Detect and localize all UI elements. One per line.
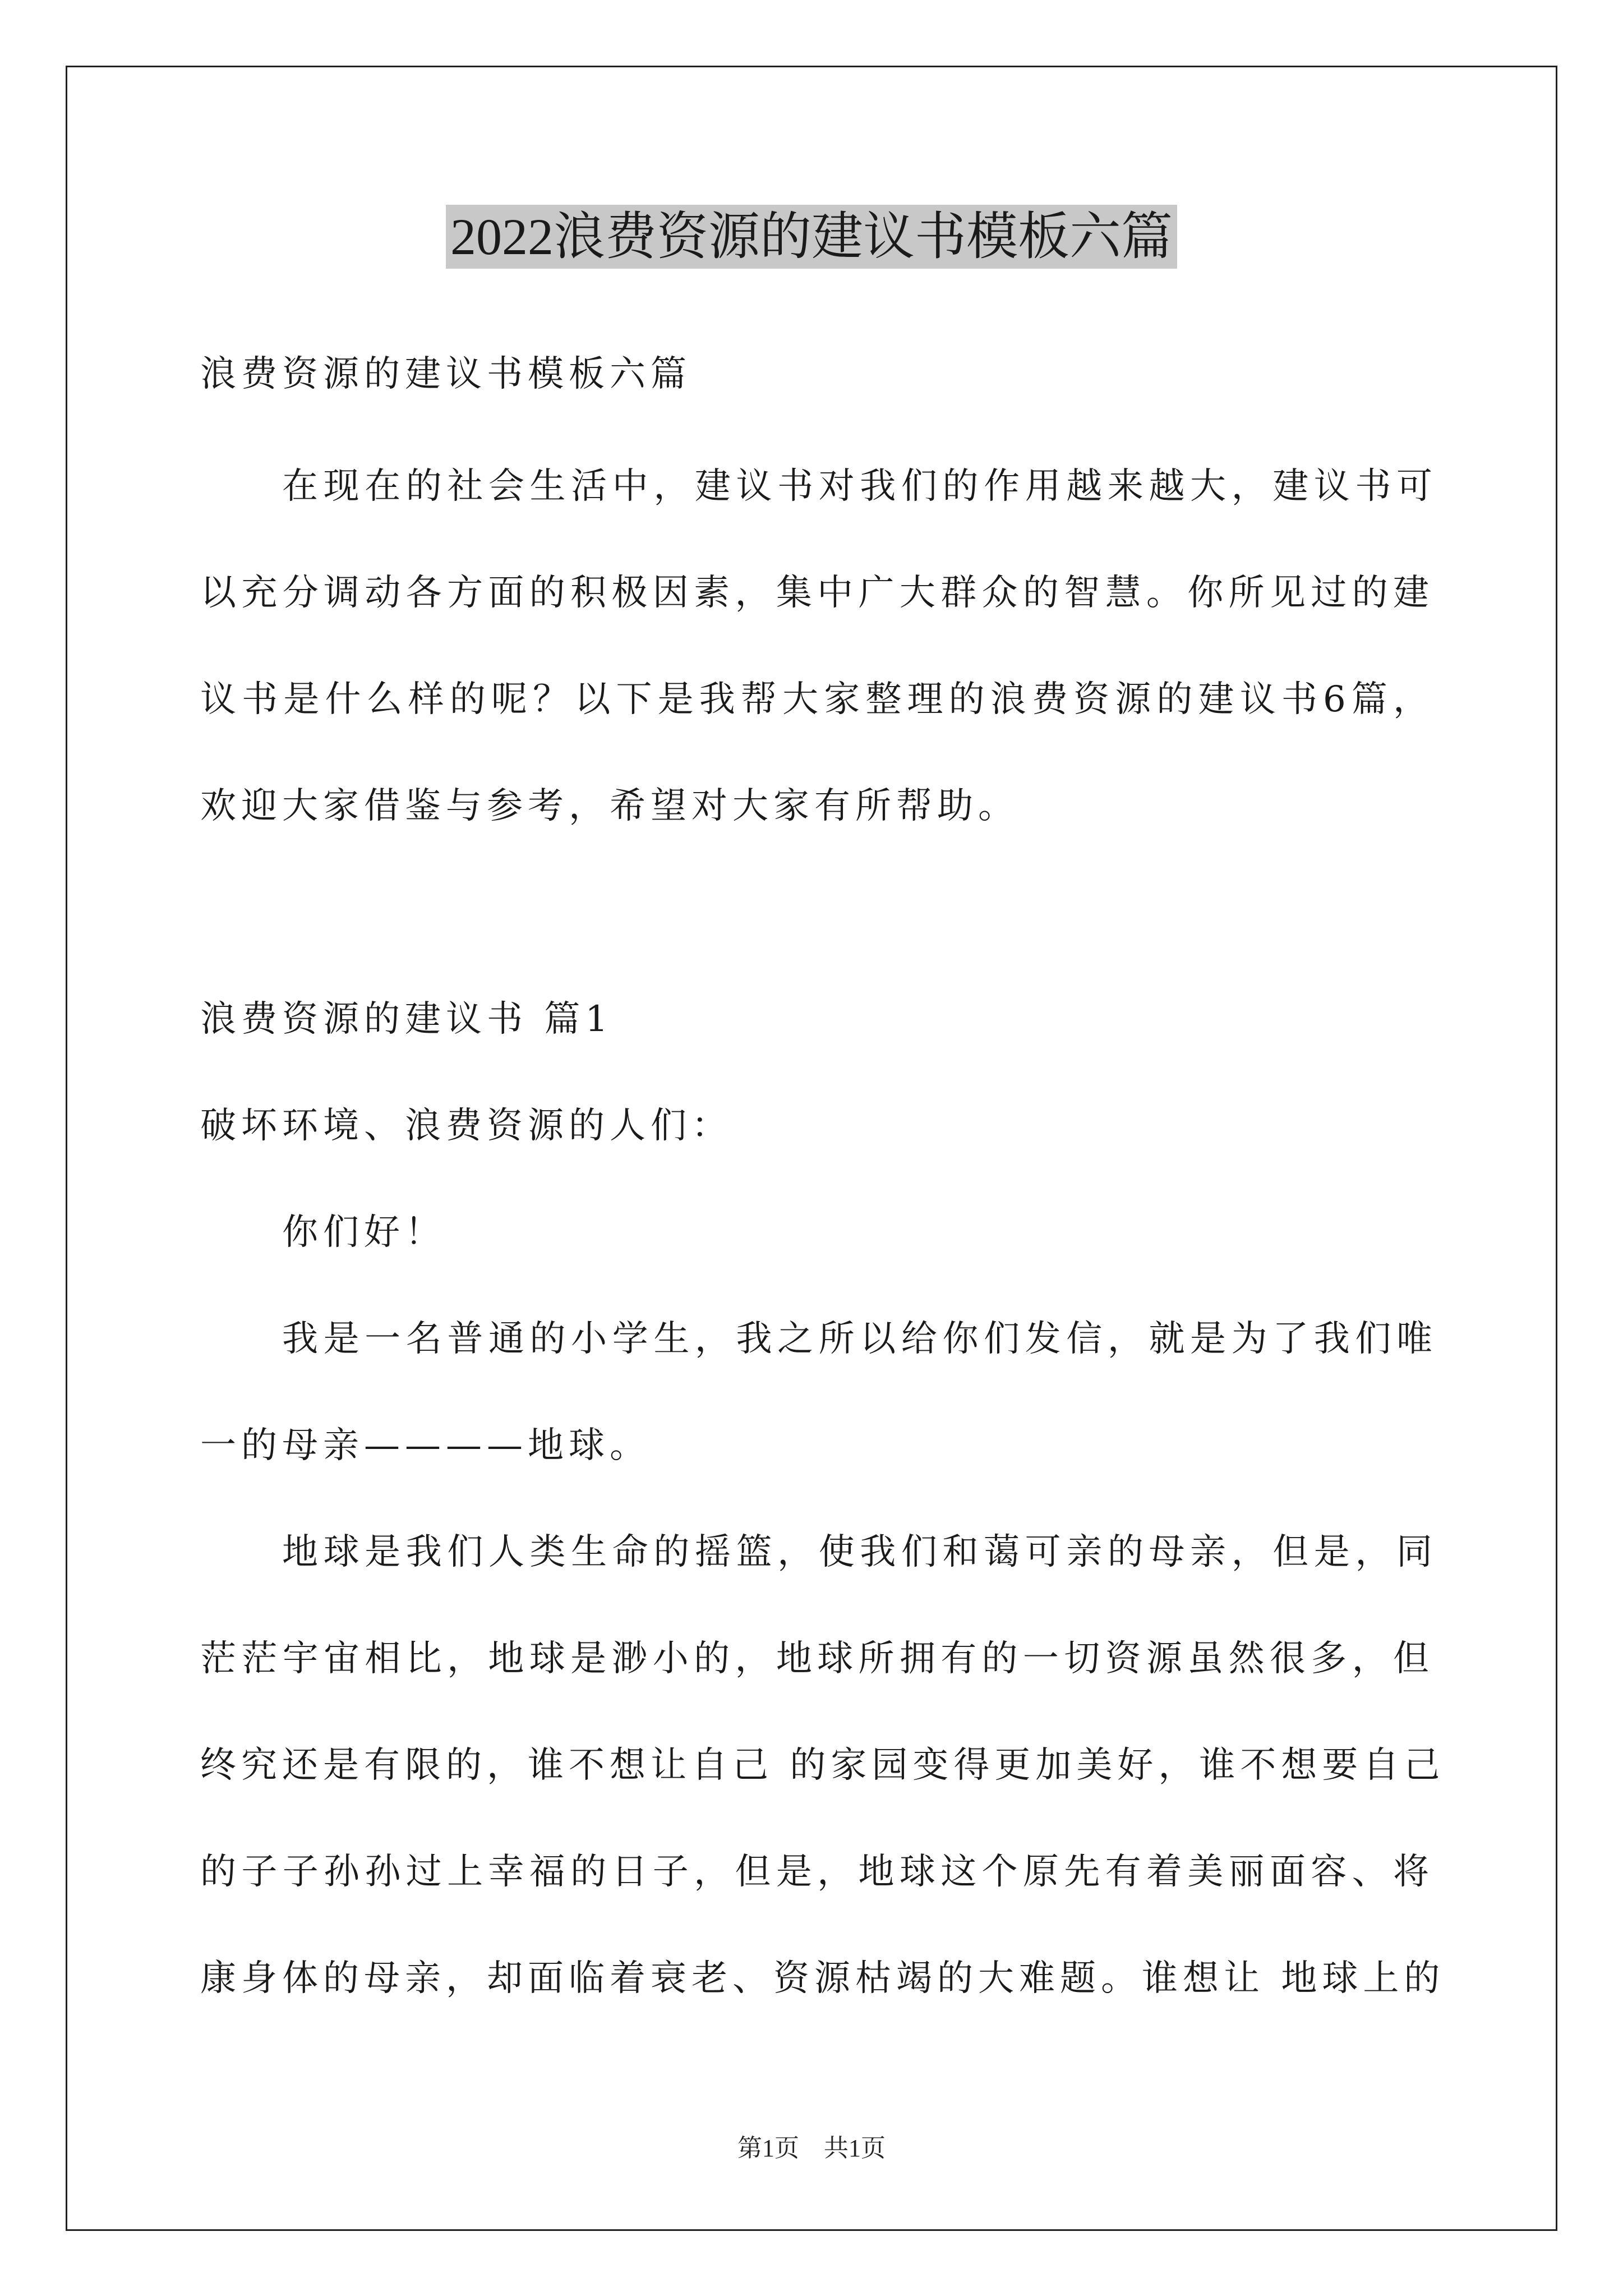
para2-line-5: 康身体的母亲，却面临着衰老、资源枯竭的大难题。谁想让 地球上的 (200, 1958, 1445, 1999)
intro-line-1: 在现在的社会生活中，建议书对我们的作用越来越大，建议书可 (282, 466, 1437, 507)
para2-line-3: 终究还是有限的，谁不想让自己 的家园变得更加美好，谁不想要自己 (200, 1745, 1445, 1786)
intro-line-2: 以充分调动各方面的积极因素，集中广大群众的智慧。你所见过的建 (200, 572, 1434, 614)
salutation: 破坏环境、浪费资源的人们： (200, 1105, 732, 1147)
intro-line-4: 欢迎大家借鉴与参考，希望对大家有所帮助。 (200, 785, 1019, 827)
intro-line-3: 议书是什么样的呢？以下是我帮大家整理的浪费资源的建议书6篇， (200, 679, 1434, 720)
subtitle: 浪费资源的建议书模板六篇 (200, 353, 691, 395)
para1-line-1: 我是一名普通的小学生，我之所以给你们发信，就是为了我们唯 (282, 1318, 1437, 1360)
section-heading: 浪费资源的建议书 篇1 (200, 999, 614, 1040)
page-number: 第1页 共1页 (737, 2134, 886, 2162)
para2-line-1: 地球是我们人类生命的摇篮，使我们和蔼可亲的母亲，但是，同 (282, 1531, 1437, 1573)
para1-line-2: 一的母亲————地球。 (200, 1425, 651, 1466)
document-title: 2022浪费资源的建议书模板六篇 (0, 197, 1623, 276)
para2-line-2: 茫茫宇宙相比，地球是渺小的，地球所拥有的一切资源虽然很多，但 (200, 1638, 1434, 1680)
para2-line-4: 的子子孙孙过上幸福的日子，但是，地球这个原先有着美丽面容、将 (200, 1851, 1434, 1893)
greeting: 你们好！ (282, 1212, 446, 1253)
